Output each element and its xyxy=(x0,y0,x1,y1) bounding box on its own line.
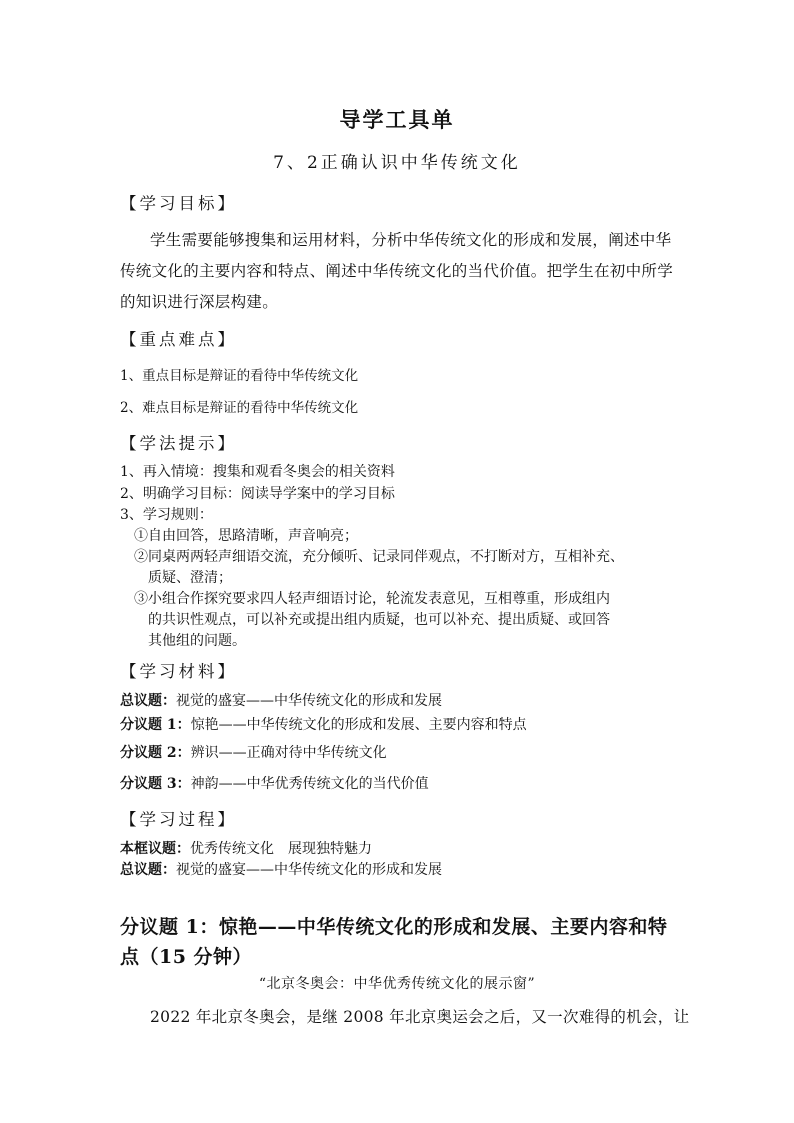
material-quote-title: “北京冬奥会：中华优秀传统文化的展示窗” xyxy=(258,976,536,992)
key-item-1: 1、重点目标是辩证的看待中华传统文化 xyxy=(120,368,359,384)
subtopic-1-heading-cont: 点（15 分钟） xyxy=(120,946,253,968)
topic-main xyxy=(120,690,442,710)
topic-text: 惊艳——中华传统文化的形成和发展、主要内容和特点 xyxy=(190,717,527,733)
process-text: 视觉的盛宴——中华传统文化的形成和发展 xyxy=(176,862,442,878)
topic-label: 总议题： xyxy=(120,693,176,709)
method-rule-2-cont: 质疑、澄清； xyxy=(148,570,232,586)
topic-label: 分议题 1： xyxy=(120,717,191,733)
method-rule-1: ①自由回答，思路清晰，声音响亮； xyxy=(134,528,358,544)
topic-sub-2 xyxy=(120,742,387,762)
heading-learning-goals: 【学习目标】 xyxy=(120,194,237,213)
method-line-1: 1、再入情境：搜集和观看冬奥会的相关资料 xyxy=(120,464,395,480)
topic-sub-3 xyxy=(120,773,429,793)
method-rule-3-cont-1: 的共识性观点，可以补充或提出组内质疑，也可以补充、提出质疑、或回答 xyxy=(148,612,610,628)
process-label: 本框议题： xyxy=(120,841,190,857)
method-line-2: 2、明确学习目标：阅读导学案中的学习目标 xyxy=(120,486,395,502)
subtopic-1-heading: 分议题 1：惊艳——中华传统文化的形成和发展、主要内容和特 xyxy=(120,916,668,938)
method-rule-3: ③小组合作探究要求四人轻声细语讨论，轮流发表意见，互相尊重，形成组内 xyxy=(134,591,610,607)
heading-method-tips: 【学法提示】 xyxy=(120,434,237,453)
topic-text: 辨识——正确对待中华传统文化 xyxy=(190,745,387,761)
process-text: 优秀传统文化 展现独特魅力 xyxy=(190,841,372,857)
topic-sub-1 xyxy=(120,714,527,734)
topic-label: 分议题 2： xyxy=(120,745,191,761)
heading-learning-materials: 【学习材料】 xyxy=(120,662,237,681)
method-line-3: 3、学习规则： xyxy=(120,507,213,523)
goal-line-3: 的知识进行深层构建。 xyxy=(120,293,279,311)
goal-line-2: 传统文化的主要内容和特点、阐述中华传统文化的当代价值。把学生在初中所学 xyxy=(120,262,674,280)
heading-learning-process: 【学习过程】 xyxy=(120,810,237,829)
key-item-2: 2、难点目标是辩证的看待中华传统文化 xyxy=(120,400,359,416)
process-frame-topic xyxy=(120,838,372,858)
method-rule-3-cont-2: 其他组的问题。 xyxy=(148,633,246,649)
goal-line-1: 学生需要能够搜集和运用材料，分析中华传统文化的形成和发展，阐述中华 xyxy=(150,231,672,249)
doc-subtitle: 7、2正确认识中华传统文化 xyxy=(273,153,521,173)
method-rule-2: ②同桌两两轻声细语交流，充分倾听、记录同伴观点，不打断对方，互相补充、 xyxy=(134,549,624,565)
heading-key-points: 【重点难点】 xyxy=(120,330,237,349)
topic-text: 神韵——中华优秀传统文化的当代价值 xyxy=(190,776,429,792)
process-label: 总议题： xyxy=(120,862,176,878)
process-main-topic xyxy=(120,859,442,879)
topic-label: 分议题 3： xyxy=(120,776,191,792)
doc-title: 导学工具单 xyxy=(339,107,455,132)
material-paragraph: 2022 年北京冬奥会，是继 2008 年北京奥运会之后，又一次难得的机会，让 xyxy=(150,1008,690,1026)
topic-text: 视觉的盛宴——中华传统文化的形成和发展 xyxy=(176,693,442,709)
